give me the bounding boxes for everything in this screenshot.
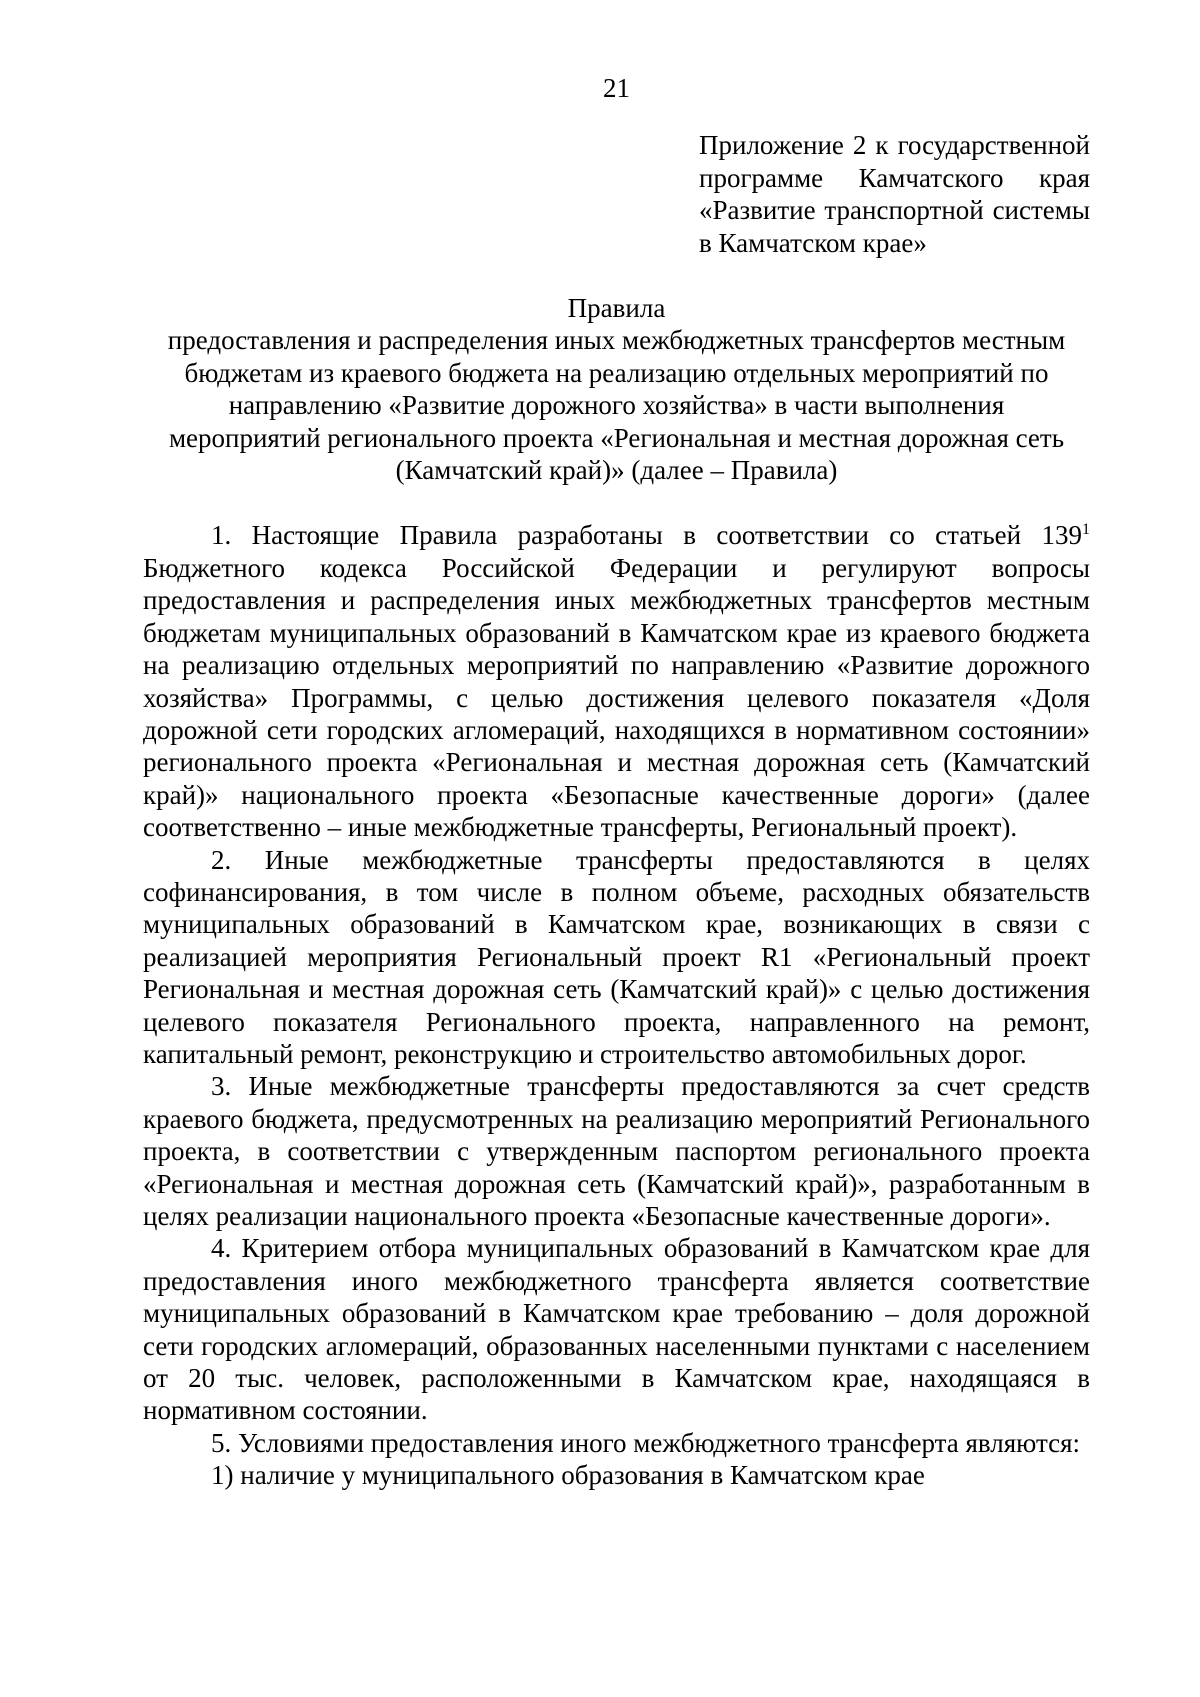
article-superscript: 1 (1082, 521, 1090, 539)
document-body (143, 519, 1090, 1491)
title-line: (Камчатский край)» (далее – Правила) (395, 455, 838, 486)
paragraph-1 (143, 519, 1090, 843)
paragraph-1-rest: Бюджетного кодекса Российской Федерации и регулируют вопросы предоставления и распределения иных межбюджетных трансфертов местным бюджетам муниципальных образований в Камчатском крае из краевого бюджета на реализацию отдельных мероприятий по направлению «Развитие дорожного хозяйства» Программы, с целью достижения целевого показателя «Доля дорожной сети городских агломераций, находящихся в нормативном состоянии» регионального проекта «Региональная и местная дорожная сеть (Камчатский край)» национального проекта «Безопасные качественные дороги» (далее соответственно – иные межбюджетные трансферты, Региональный проект). (143, 552, 1090, 843)
paragraph-2: 2. Иные межбюджетные трансферты предоставляются в целях софинансирования, в том числе в полном объеме, расходных обязательств муниципальных образований в Камчатском крае, возникающих в связи с реализацией мероприятия Региональный проект R1 «Региональный проект Региональная и местная дорожная сеть (Камчатский край)» с целью достижения целевого показателя Регионального проекта, направленного на ремонт, капитальный ремонт, реконструкцию и строительство автомобильных дорог. (143, 844, 1090, 1069)
title-line: бюджетам из краевого бюджета на реализацию отдельных мероприятий по (184, 357, 1049, 388)
paragraph-3: 3. Иные межбюджетные трансферты предоставляются за счет средств краевого бюджета, предусмотренных на реализацию мероприятий Регионального проекта, в соответствии с утвержденным паспортом регионального проекта «Региональная и местная дорожная сеть (Камчатский край)», разработанным в целях реализации национального проекта «Безопасные качественные дороги». (143, 1071, 1090, 1231)
paragraph-4: 4. Критерием отбора муниципальных образований в Камчатском крае для предоставления иного межбюджетного трансферта является соответствие муниципальных образований в Камчатском крае требованию – доля дорожной сети городских агломераций, образованных населенными пунктами с населением от 20 тыс. человек, расположенными в Камчатском крае, находящаяся в нормативном состоянии. (143, 1233, 1090, 1426)
document-title (143, 292, 1090, 486)
paragraph-5: 5. Условиями предоставления иного межбюджетного трансферта являются: (211, 1427, 1081, 1458)
paragraph-1-start: 1. Настоящие Правила разработаны в соответствии со статьей 139 (211, 520, 1082, 551)
appendix-line: «Развитие транспортной системы (699, 195, 1090, 226)
page-number: 21 (603, 73, 630, 103)
title-line: мероприятий регионального проекта «Региональная и местная дорожная сеть (168, 422, 1065, 453)
title-line: предоставления и распределения иных межбюджетных трансфертов местным (167, 325, 1066, 356)
paragraph-6: 1) наличие у муниципального образования в Камчатском крае (211, 1460, 925, 1491)
appendix-line: программе Камчатского края (699, 162, 1090, 193)
appendix-line: в Камчатском крае» (699, 227, 927, 258)
appendix-line: Приложение 2 к государственной (699, 130, 1090, 161)
appendix-header (699, 129, 1090, 259)
title-heading: Правила (567, 293, 666, 324)
title-line: направлению «Развитие дорожного хозяйства» в части выполнения (228, 390, 1005, 421)
